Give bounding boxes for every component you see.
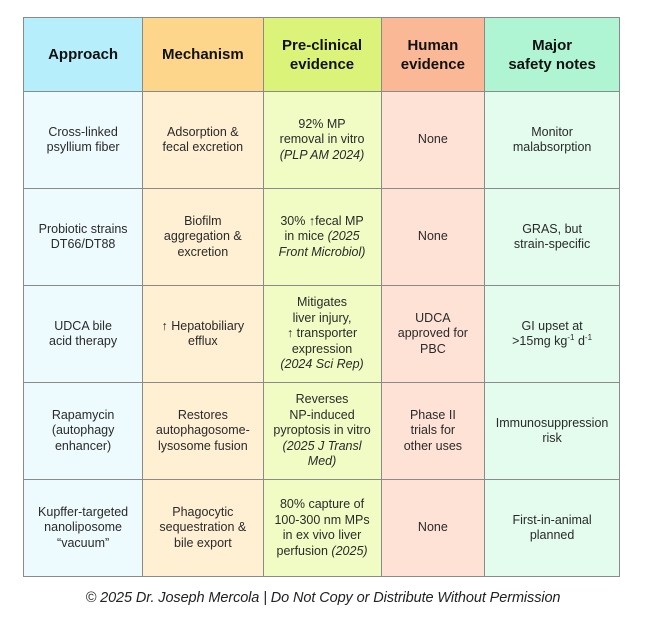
- cell-text: Adsorption &: [167, 124, 239, 139]
- header-text: Mechanism: [161, 46, 244, 63]
- cell-mechanism: [143, 92, 263, 189]
- cell-human: [381, 480, 485, 577]
- cell-preclinical: [263, 480, 381, 577]
- table-row: [24, 92, 620, 189]
- cell-text: Rapamycin: [51, 407, 115, 422]
- cell-mechanism: [143, 383, 263, 480]
- cell-text: ↑ transporter: [286, 326, 358, 341]
- cell-text: GI upset at: [521, 318, 583, 333]
- cell-safety: [485, 383, 620, 480]
- cell-text: Cross-linked: [48, 124, 118, 139]
- cell-text: First-in-animal: [512, 512, 592, 527]
- superscript: -1: [567, 332, 575, 342]
- cell-text: 92% MP: [298, 116, 346, 131]
- cell-text: approved for: [397, 326, 468, 341]
- copyright-footer: © 2025 Dr. Joseph Mercola | Do Not Copy or Distribute Without Permission: [85, 590, 561, 606]
- cell-text: lysosome fusion: [158, 438, 248, 453]
- cell-text: efflux: [188, 334, 218, 348]
- cell-human: [381, 286, 485, 383]
- header-mechanism: [143, 18, 263, 92]
- cell-text: removal in vitro: [279, 132, 365, 147]
- cell-text: Immunosuppression: [495, 415, 609, 430]
- cell-text: trials for: [410, 423, 456, 438]
- comparison-table-container: [23, 17, 620, 577]
- cell-text: 80% capture of: [279, 497, 365, 511]
- citation: (2024 Sci Rep): [280, 357, 364, 372]
- cell-human: [381, 189, 485, 286]
- cell-text: Phagocytic: [172, 504, 234, 519]
- cell-text: malabsorption: [512, 140, 592, 154]
- table-row: [24, 189, 620, 286]
- citation: (2025): [331, 543, 368, 558]
- cell-approach: [24, 189, 143, 286]
- header-text: safety notes: [508, 55, 596, 73]
- header-text: evidence: [400, 55, 465, 73]
- cell-text: other uses: [403, 438, 463, 453]
- header-text: Major: [532, 36, 573, 54]
- cell-text: Monitor: [531, 124, 573, 139]
- cell-text: strain-specific: [513, 237, 591, 251]
- cell-safety: [485, 92, 620, 189]
- cell-text: nanoliposome: [44, 520, 123, 535]
- dosage-text: [491, 334, 613, 350]
- cell-text: None: [417, 229, 448, 244]
- cell-safety: [485, 480, 620, 577]
- citation: (PLP AM 2024): [279, 147, 365, 162]
- cell-human: [381, 383, 485, 480]
- table-row: [24, 383, 620, 480]
- cell-text: enhancer): [54, 438, 112, 453]
- cell-text: sequestration &: [159, 520, 247, 535]
- header-text: Human: [407, 36, 459, 54]
- cell-approach: [24, 286, 143, 383]
- cell-text: risk: [542, 431, 562, 445]
- cell-text: None: [417, 520, 448, 535]
- cell-text: DT66/DT88: [50, 237, 116, 251]
- citation: (2025: [327, 229, 360, 244]
- cell-text: NP-induced: [289, 407, 355, 422]
- cell-text: “vacuum”: [57, 535, 110, 550]
- cell-text: Kupffer-targeted: [38, 504, 129, 519]
- header-text: Approach: [48, 46, 119, 63]
- cell-text: aggregation &: [163, 229, 242, 244]
- cell-safety: [485, 286, 620, 383]
- cell-text: UDCA: [415, 310, 451, 325]
- cell-text: ↑ Hepatobiliary: [161, 318, 245, 333]
- cell-approach: [24, 92, 143, 189]
- cell-text: perfusion: [276, 543, 328, 558]
- cell-text: PBC: [420, 341, 446, 356]
- cell-text: in mice: [284, 229, 325, 244]
- cell-text: GRAS, but: [522, 221, 582, 236]
- cell-text: UDCA bile: [54, 318, 112, 333]
- microplastic-clearance-approaches-table: [23, 17, 620, 577]
- cell-text: expression: [291, 341, 353, 356]
- cell-text: in ex vivo liver: [282, 528, 362, 542]
- header-text: Pre-clinical: [282, 36, 363, 54]
- header-safety-notes: [485, 18, 620, 92]
- cell-approach: [24, 480, 143, 577]
- cell-approach: [24, 383, 143, 480]
- cell-text: (autophagy: [51, 423, 115, 438]
- cell-text: acid therapy: [49, 334, 118, 348]
- cell-text: liver injury,: [292, 310, 352, 325]
- cell-text: Restores: [177, 407, 228, 422]
- cell-text: fecal excretion: [162, 140, 244, 154]
- dosage-unit: d: [574, 334, 585, 348]
- header-approach: [24, 18, 143, 92]
- cell-preclinical: [263, 189, 381, 286]
- cell-text: Biofilm: [184, 213, 222, 228]
- header-text: evidence: [289, 55, 355, 73]
- cell-preclinical: [263, 92, 381, 189]
- header-human-evidence: [381, 18, 485, 92]
- cell-text: excretion: [177, 244, 229, 259]
- cell-text: autophagosome-: [155, 423, 250, 438]
- cell-human: [381, 92, 485, 189]
- cell-text: 30% ↑fecal MP: [280, 213, 364, 228]
- cell-text: Reverses: [295, 392, 349, 407]
- citation: (2025 J Transl: [282, 438, 362, 453]
- cell-text: Phase II: [409, 407, 456, 422]
- cell-text: bile export: [174, 535, 232, 550]
- cell-text: psyllium fiber: [46, 140, 120, 154]
- cell-preclinical: [263, 383, 381, 480]
- cell-safety: [485, 189, 620, 286]
- cell-preclinical: [263, 286, 381, 383]
- cell-text: None: [417, 132, 448, 147]
- header-preclinical-evidence: [263, 18, 381, 92]
- cell-text: pyroptosis in vitro: [273, 423, 371, 438]
- citation: Front Microbiol): [278, 244, 366, 259]
- superscript: -1: [584, 332, 593, 342]
- dosage-unit: >15mg kg: [512, 334, 568, 348]
- cell-text: planned: [529, 528, 575, 542]
- cell-text: Probiotic strains: [38, 221, 128, 236]
- cell-text: Mitigates: [297, 295, 348, 310]
- table-row: [24, 480, 620, 577]
- cell-text: 100-300 nm MPs: [274, 512, 370, 527]
- cell-mechanism: [143, 286, 263, 383]
- cell-mechanism: [143, 480, 263, 577]
- header-row: [24, 18, 620, 92]
- citation: Med): [307, 454, 337, 469]
- table-row: [24, 286, 620, 383]
- cell-mechanism: [143, 189, 263, 286]
